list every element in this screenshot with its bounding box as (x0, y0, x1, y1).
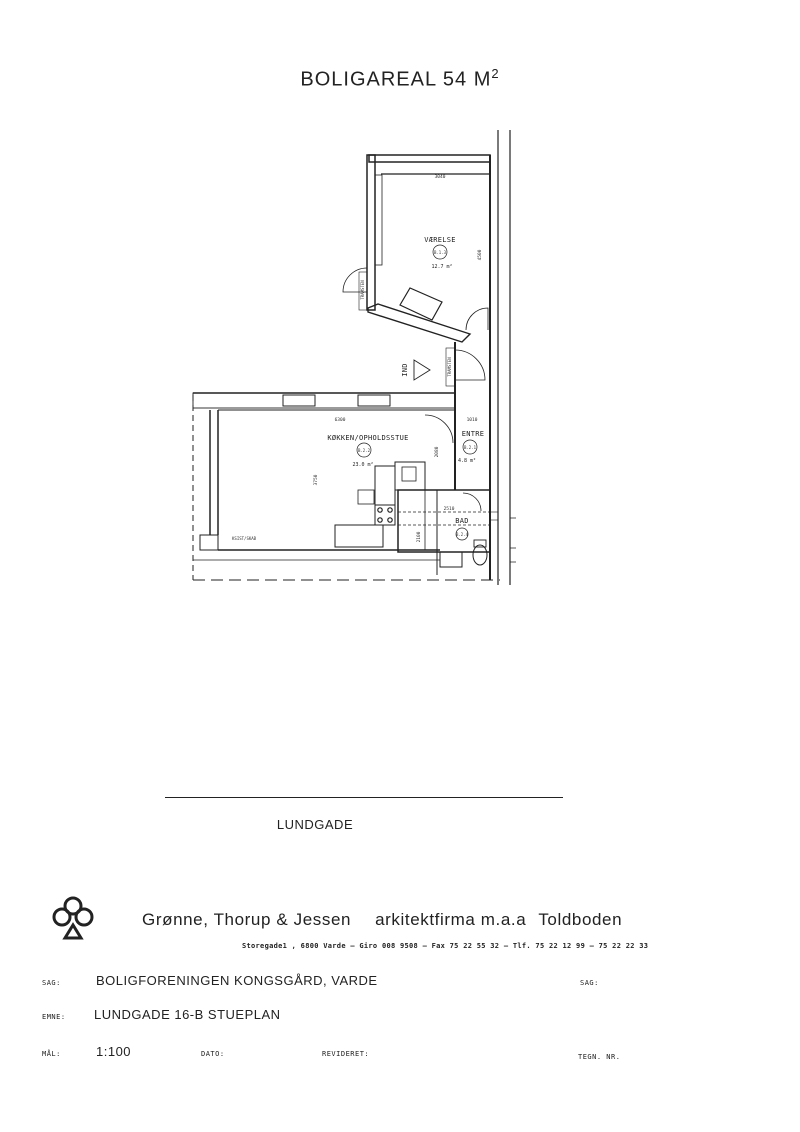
dim-kokken-width: 6300 (334, 418, 346, 423)
bathtub (440, 552, 462, 567)
window (283, 395, 315, 406)
firm-location: Toldboden (538, 910, 623, 929)
stove-burner (388, 508, 392, 512)
firm-type: arkitektfirma m.a.a (375, 910, 527, 929)
kitchen-unit (375, 466, 395, 505)
street-name: LUNDGADE (276, 817, 354, 832)
room-code-bad: B.2.4 (455, 532, 469, 537)
firm-address: Storegade1 , 6800 Varde – Giro 008 9508 – Fax 75 22 55 32 – Tlf. 75 22 12 99 – 75 22 22 33 (242, 942, 649, 950)
kitchen-unit (358, 490, 374, 504)
room-label-bad: BAD (455, 517, 469, 525)
sag-value: BOLIGFORENINGEN KONGSGÅRD, VARDE (96, 973, 378, 988)
window (358, 395, 390, 406)
dato-label: DATO: (201, 1050, 225, 1058)
emne-value: LUNDGADE 16-B STUEPLAN (94, 1007, 281, 1022)
revideret-label: REVIDERET: (322, 1050, 370, 1058)
dim-bad-width: 2510 (443, 507, 455, 512)
room-label-entre: ENTRE (461, 430, 485, 438)
door-swing (425, 415, 453, 443)
room-code-vaerelse: B.1.3 (433, 250, 447, 255)
tegn-label: TEGN. NR. (578, 1053, 621, 1061)
vaerelse-furniture (400, 288, 442, 320)
room-area-entre: 4.8 m² (457, 458, 477, 464)
firm-name: Grønne, Thorup & Jessen (142, 910, 352, 929)
stove-burner (378, 508, 382, 512)
entrance-label: IND (401, 363, 409, 377)
vent (490, 512, 498, 520)
wall-line (510, 518, 516, 562)
vaerelse-diagonal-wall (368, 304, 470, 342)
firm-logo-icon (48, 893, 98, 943)
dim-kokken-depth: 3750 (314, 474, 319, 486)
maal-label: MÅL: (42, 1050, 61, 1058)
room-area-kokken: 23.0 m² (352, 462, 374, 468)
entrance-arrow-icon (414, 360, 430, 380)
stove-burner (378, 518, 382, 522)
dim-bad-depth: 2100 (417, 531, 422, 543)
vaerelse-left-wall (367, 155, 375, 310)
room-label-vaerelse: VÆRELSE (424, 236, 456, 244)
door-swing (466, 308, 488, 330)
stove-burner (388, 518, 392, 522)
room-label-kokken: KØKKEN/OPHOLDSSTUE (327, 434, 409, 442)
toilet (473, 545, 487, 565)
street-line (165, 797, 563, 798)
vaerelse-window (375, 175, 382, 265)
ksiet-label: KSIST/SKAB (232, 536, 257, 541)
wall-corner (200, 535, 218, 550)
maal-value: 1:100 (96, 1044, 132, 1059)
room-area-vaerelse: 12.7 m² (431, 264, 453, 270)
dim-vaerelse-depth: 4500 (478, 249, 483, 261)
stove (375, 505, 395, 525)
sink (402, 467, 416, 481)
kitchen-unit (395, 462, 425, 490)
tramsten-label: TRAMSTEN (447, 357, 452, 377)
toilet-tank (474, 540, 486, 547)
tramsten-label: TRAMSTEN (360, 280, 365, 300)
kokken-top-wall-band (193, 393, 455, 408)
dim-entre-width: 1010 (466, 418, 478, 423)
title-text: BOLIGAREAL 54 M (300, 68, 492, 91)
room-code-entre: B.2.1 (463, 445, 477, 450)
vaerelse-top-wall (369, 155, 490, 162)
title-superscript: 2 (491, 66, 500, 81)
dim-vaerelse-width: 3040 (434, 175, 446, 180)
dim-kokken-door: 2080 (435, 446, 440, 458)
kitchen-counter (335, 525, 383, 547)
sag-label: SAG: (42, 979, 61, 987)
emne-label: EMNE: (42, 1013, 66, 1021)
door-swing (463, 493, 481, 511)
room-code-kokken: B.2.2 (357, 448, 371, 453)
firm-line (142, 910, 622, 930)
sag-label-right: SAG: (580, 979, 599, 987)
door-swing (455, 350, 485, 380)
